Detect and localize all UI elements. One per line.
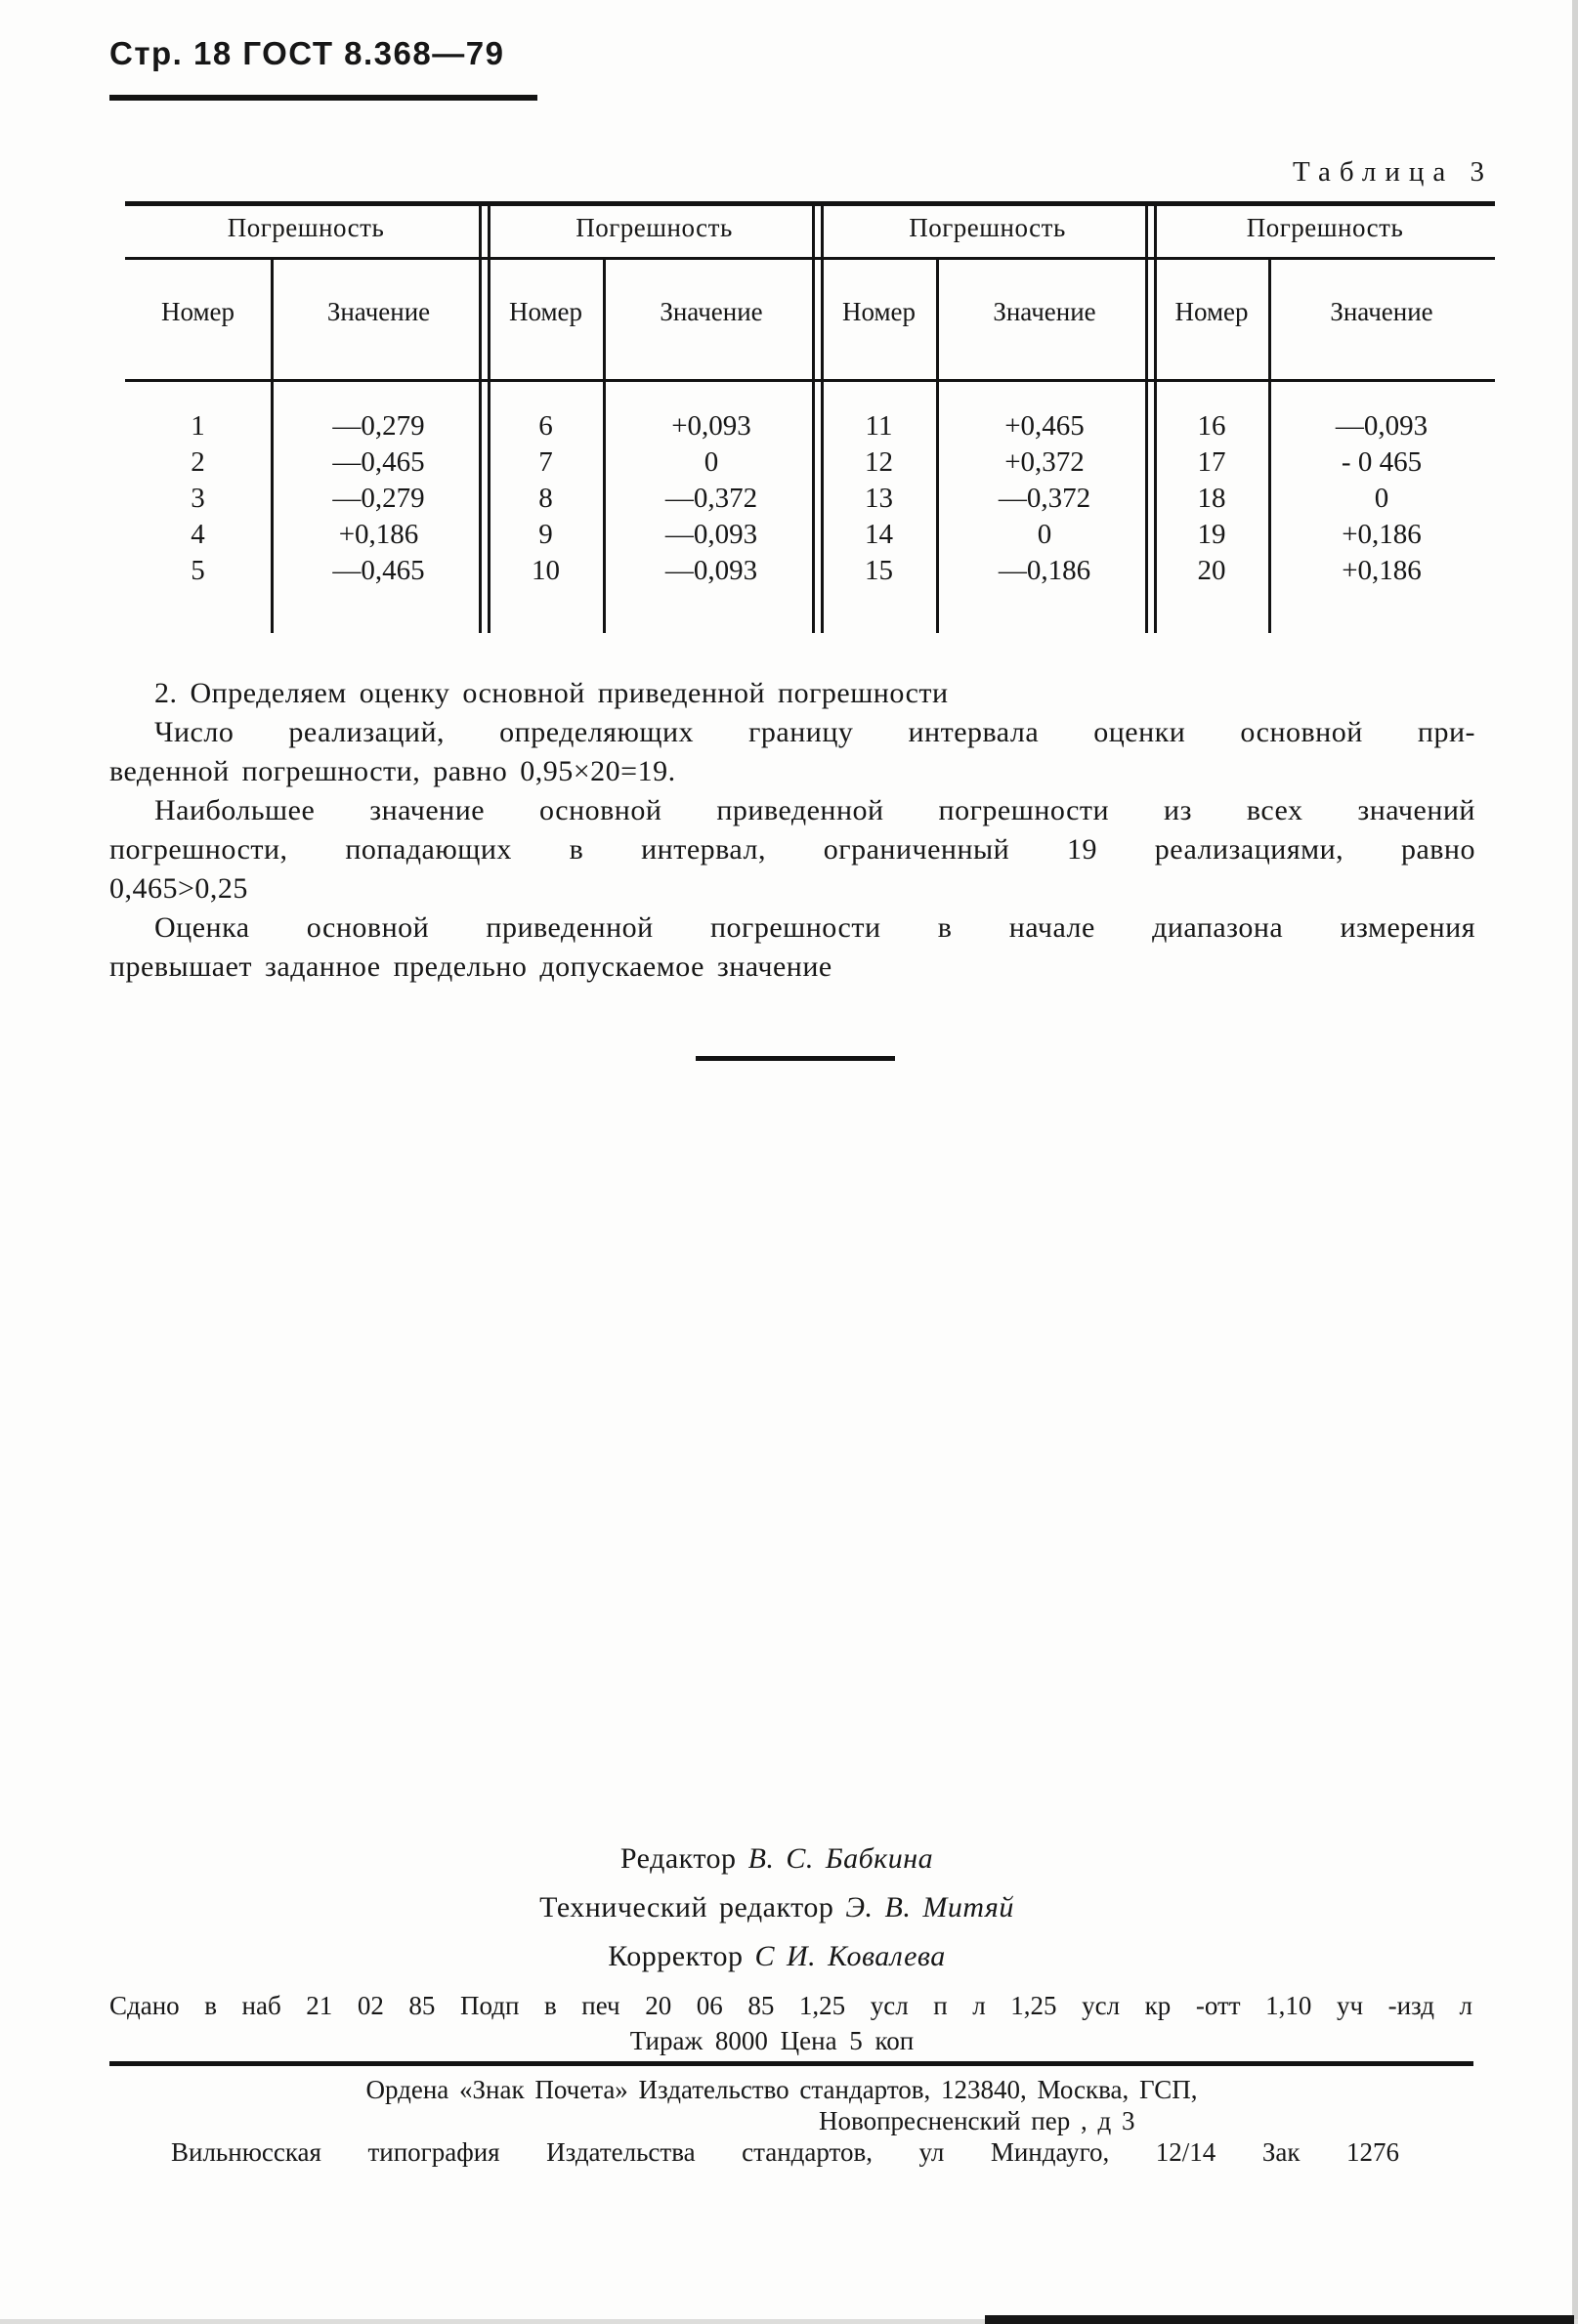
table-cell-value: +0,093	[671, 410, 751, 442]
table-cell-number: 19	[1197, 519, 1226, 550]
editor-credit	[0, 1835, 1554, 1883]
table-cell-number: 20	[1197, 555, 1226, 586]
table-cell-number: 2	[191, 446, 205, 478]
publisher-line: Ордена «Знак Почета» Издательство стандартов, 123840, Москва, ГСП,	[365, 2075, 1198, 2104]
table-cell-number: 3	[191, 483, 205, 514]
scan-edge	[1572, 0, 1578, 2324]
table-cell-number: 7	[538, 446, 553, 478]
number-column	[125, 408, 271, 589]
value-column	[603, 408, 820, 589]
column-header-value: Значение	[326, 297, 431, 326]
table-cell-value: +0,186	[1342, 555, 1422, 586]
imprint-line: Тираж 8000 Цена 5 коп	[629, 2026, 915, 2055]
editor-label: Редактор	[619, 1842, 737, 1875]
group-header-label: Погрешность	[227, 213, 385, 242]
column-header-number: Номер	[1174, 297, 1249, 326]
number-column	[822, 408, 936, 589]
table-group	[489, 201, 820, 633]
table-cell-value: +0,372	[1004, 446, 1085, 478]
body-text	[109, 674, 1475, 987]
scan-edge	[985, 2315, 1574, 2324]
column-header-value: Значение	[660, 297, 763, 326]
table-cell-value: 0	[704, 446, 719, 478]
table-cell-value: —0,465	[332, 555, 425, 586]
table-cell-value: —0,093	[1335, 410, 1429, 442]
paragraph-line: 2. Определяем оценку основной приведенной погрешности	[154, 677, 949, 709]
group-header-label: Погрешность	[1246, 213, 1404, 242]
table-cell-value: —0,093	[664, 519, 758, 550]
column-header-value: Значение	[1330, 297, 1433, 326]
column-header-number: Номер	[508, 297, 583, 326]
table-cell-number: 5	[191, 555, 205, 586]
column-header-value: Значение	[993, 297, 1096, 326]
paragraph-line: Наибольшее значение основной приведенной погрешности из всех значений	[154, 794, 1475, 826]
corrector-credit	[0, 1932, 1554, 1981]
table-cell-number: 17	[1197, 446, 1226, 478]
table-cell-number: 12	[865, 446, 893, 478]
imprint-rule	[109, 2061, 1473, 2066]
number-column	[1155, 408, 1268, 589]
table-cell-number: 4	[191, 519, 205, 550]
column-header-number: Номер	[160, 297, 235, 326]
paragraph-line: веденной погрешности, равно 0,95×20=19.	[109, 755, 676, 787]
group-header-label: Погрешность	[576, 213, 733, 242]
table-cell-number: 13	[865, 483, 893, 514]
value-column	[1268, 408, 1495, 589]
paragraph-line: превышает заданное предельно допускаемое значение	[109, 951, 832, 983]
tech-editor-credit	[0, 1883, 1554, 1932]
publisher-line: Новопресненский пер , д 3	[819, 2106, 1135, 2135]
table-cell-number: 1	[191, 410, 205, 442]
table-cell-value: +0,186	[1342, 519, 1422, 550]
page-header-rule	[109, 95, 537, 101]
page-header: Стр. 18 ГОСТ 8.368—79	[109, 35, 505, 71]
table-cell-value: 0	[1037, 519, 1052, 550]
section-divider	[696, 1056, 895, 1061]
paragraph-line: погрешности, попадающих в интервал, ограниченный 19 реализациями, равно	[109, 833, 1475, 866]
credits-block	[0, 1835, 1554, 1981]
error-table	[125, 201, 1495, 633]
table-group	[125, 201, 487, 633]
table-cell-number: 18	[1197, 483, 1226, 514]
table-cell-number: 9	[538, 519, 553, 550]
table-cell-value: —0,093	[664, 555, 758, 586]
table-group	[822, 201, 1153, 633]
editor-name: В. С. Бабкина	[747, 1842, 934, 1875]
table-cell-number: 10	[532, 555, 560, 586]
table-cell-value: +0,465	[1004, 410, 1085, 442]
tech-editor-label: Технический редактор	[539, 1891, 834, 1923]
corrector-label: Корректор	[608, 1940, 744, 1972]
table-cell-number: 8	[538, 483, 553, 514]
value-column	[271, 408, 487, 589]
group-header-label: Погрешность	[909, 213, 1066, 242]
table-caption: Таблица 3	[1292, 156, 1493, 188]
table-cell-value: —0,186	[998, 555, 1091, 586]
table-cell-number: 14	[865, 519, 893, 550]
table-cell-value: 0	[1374, 483, 1389, 514]
table-cell-value: - 0 465	[1341, 446, 1423, 478]
table-cell-value: —0,279	[332, 410, 425, 442]
table-cell-value: —0,465	[332, 446, 425, 478]
column-header-number: Номер	[841, 297, 917, 326]
value-column	[936, 408, 1153, 589]
publisher-line: Вильнюсская типография Издательства стандартов, ул Миндауго, 12/14 Зак 1276	[171, 2137, 1399, 2167]
table-cell-number: 11	[865, 410, 893, 442]
table-cell-number: 16	[1197, 410, 1226, 442]
tech-editor-name: Э. В. Митяй	[845, 1891, 1014, 1923]
paragraph-line: Число реализаций, определяющих границу интервала оценки основной при-	[154, 716, 1475, 748]
imprint-line: Сдано в наб 21 02 85 Подп в печ 20 06 85 1,25 усл п л 1,25 усл кр -отт 1,10 уч -изд л	[109, 1991, 1472, 2020]
table-cell-value: —0,372	[664, 483, 758, 514]
number-column	[489, 408, 603, 589]
paragraph-line: Оценка основной приведенной погрешности в начале диапазона измерения	[154, 911, 1475, 944]
table-cell-value: +0,186	[338, 519, 419, 550]
paragraph-line: 0,465>0,25	[109, 872, 248, 905]
table-group	[1155, 201, 1495, 633]
table-cell-number: 15	[865, 555, 893, 586]
corrector-name: С И. Ковалева	[754, 1940, 946, 1972]
table-cell-value: —0,279	[332, 483, 425, 514]
table-cell-number: 6	[538, 410, 553, 442]
table-cell-value: —0,372	[998, 483, 1091, 514]
